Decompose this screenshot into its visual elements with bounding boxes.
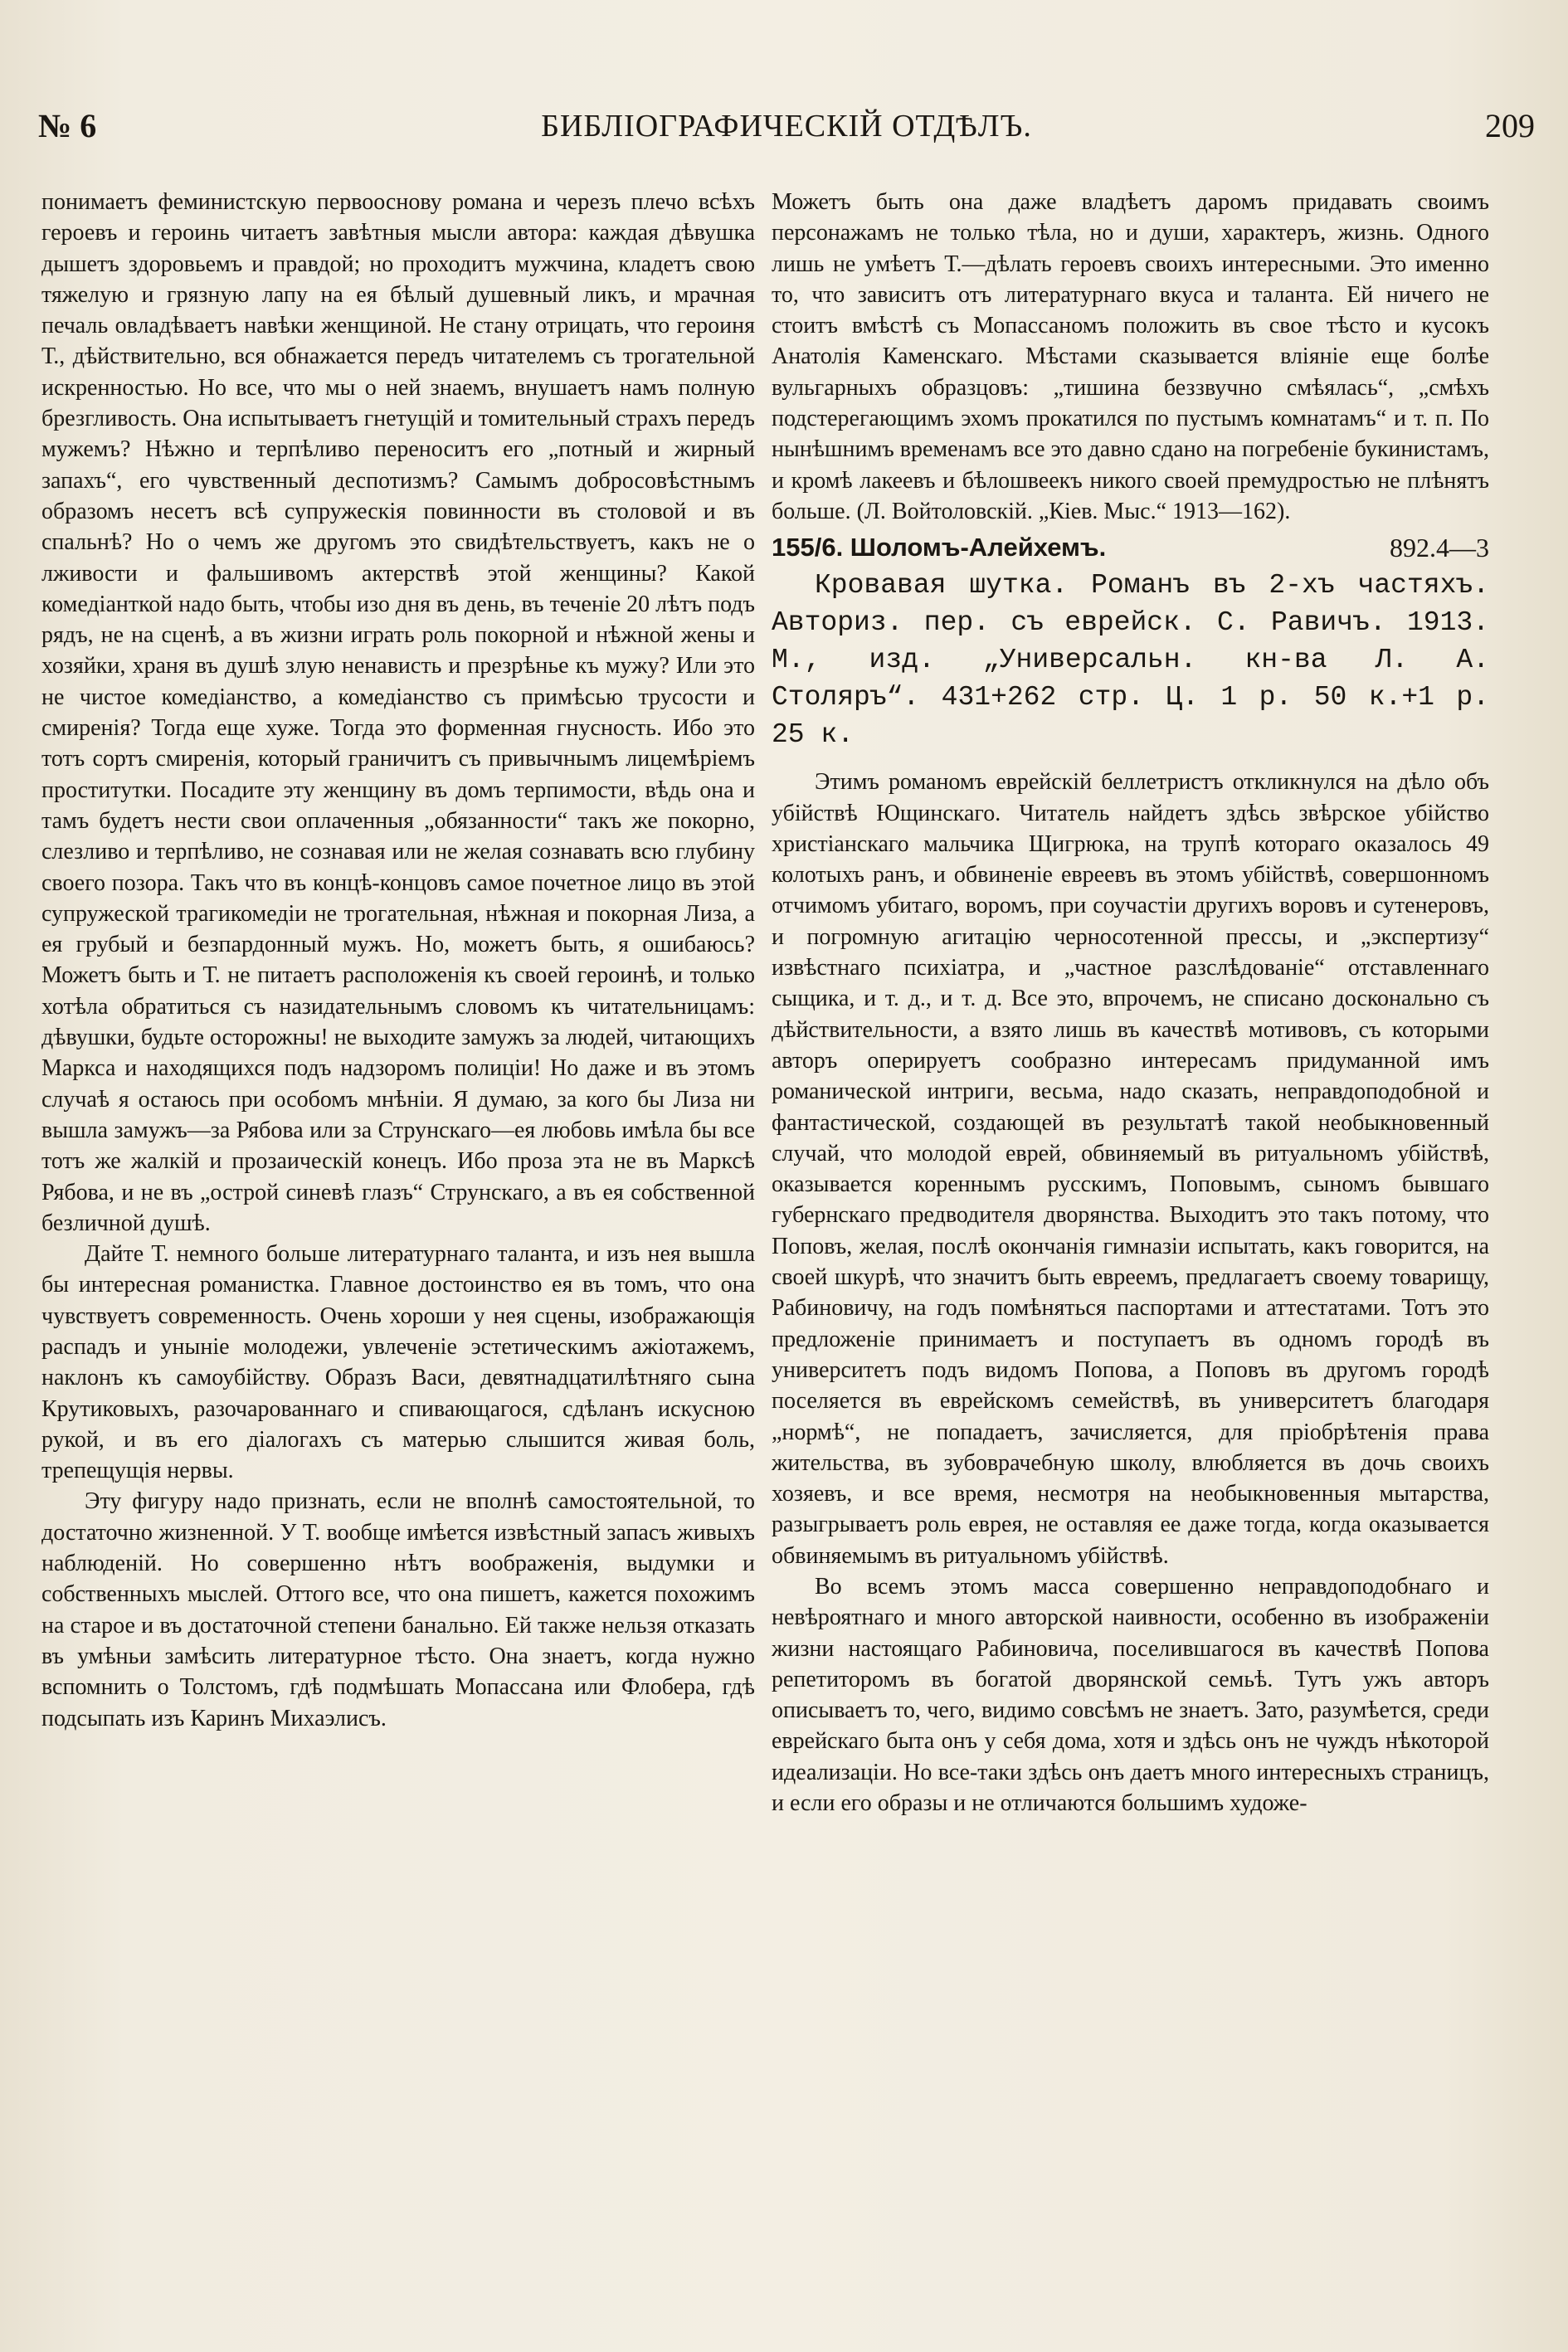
bibliography-entry-title bbox=[772, 567, 1489, 753]
left-column bbox=[41, 187, 755, 1734]
page-header bbox=[38, 106, 1535, 156]
page-number: 209 bbox=[1485, 107, 1535, 144]
right-paragraph-2: Этимъ романомъ еврейскій беллетристъ откликнулся на дѣло объ убійствѣ Ющинскаго. Читатель найдетъ здѣсь звѣрское убійство христіанскаго мальчика Щигрюка, на трупѣ котораго оказалось 49 колотыхъ ранъ, и обвиненіе евреевъ въ этомъ убійствѣ, совершонномъ отчимомъ убитаго, воромъ, при соучастіи другихъ воровъ и сутенеровъ, и погромную агитацію черносотенной прессы, и „экспертизу“ извѣстнаго психіатра, и „частное разслѣдованіе“ отставленнаго сыщика, и т. д., и т. д. Все это, впрочемъ, не списано досконально съ дѣйствительности, а взято лишь въ качествѣ мотивовъ, съ которыми авторъ оперируетъ сообразно интересамъ придуманной имъ романической интриги, весьма, надо сказать, неправдоподобной и фантастической, создающей въ результатѣ такой необыкновенный случай, что молодой еврей, обвиняемый въ ритуальномъ убійствѣ, оказывается кореннымъ русскимъ, Поповымъ, сыномъ бывшаго губернскаго предводителя дворянства. Выходитъ это такъ потому, что Поповъ, желая, послѣ окончанія гимназіи испытать, какъ говорится, на своей шкурѣ, что значитъ быть евреемъ, предлагаетъ своему товарищу, Рабиновичу, на годъ помѣняться паспортами и аттестатами. Тотъ это предложеніе принимаетъ и поступаетъ въ одномъ городѣ въ университетъ подъ видомъ Попова, а Поповъ въ другомъ городѣ поселяется въ еврейскомъ семействѣ, въ университетъ благодаря „нормѣ“, не попадаетъ, зачисляется, для пріобрѣтенія права жительства, въ зубоврачебную школу, влюбляется въ дочь своихъ хозяевъ, и все время, несмотря на необыкновенныя мытарства, разыгрываетъ роль еврея, не оставляя ее даже тогда, когда оказывается обвиняемымъ въ ритуальномъ убійствѣ. bbox=[772, 769, 1489, 1569]
bibliography-entry-heading bbox=[772, 530, 1489, 565]
left-paragraph-2: Дайте Т. немного больше литературнаго таланта, и изъ нея вышла бы интересная романистка. Главное достоинство ея въ томъ, что она чувствуетъ современность. Очень хороши у нея сцены, изображающія распадъ и уныніе молодежи, увлеченіе эстетическимъ ажіотажемъ, наклонъ къ самоубійству. Образъ Васи, девятнадцатилѣтняго сына Крутиковыхъ, разочарованнаго и спивающагося, сдѣланъ искусною рукой, и въ его діалогахъ съ матерью слышится живая боль, трепещущія нервы. bbox=[41, 1241, 755, 1484]
right-paragraph-3: Во всемъ этомъ масса совершенно неправдоподобнаго и невѣроятнаго и много авторской наивности, особенно въ изображеніи жизни настоящаго Рабиновича, поселившагося въ качествѣ Попова репетиторомъ въ богатой дворянской семьѣ. Тутъ ужъ авторъ описываетъ то, чего, видимо совсѣмъ не знаетъ. Зато, разумѣется, среди еврейскаго быта онъ у себя дома, хотя и здѣсь онъ не чуждъ нѣкоторой идеализаціи. Но все-таки здѣсь онъ даетъ много интересныхъ страницъ, и если его образы и не отличаются большимъ художе- bbox=[772, 1573, 1489, 1817]
issue-number: № 6 bbox=[38, 107, 97, 144]
entry-classification: 892.4—3 bbox=[1390, 533, 1489, 563]
left-paragraph-3: Эту фигуру надо признать, если не вполнѣ самостоятельной, то достаточно жизненной. У Т. вообще имѣется извѣстный запасъ живыхъ наблюденій. Но совершенно нѣтъ воображенія, выдумки и собственныхъ мыслей. Оттого все, что она пишетъ, кажется похожимъ на старое и въ достаточной степени банально. Ей также нельзя отказать въ умѣньи замѣсить литературное тѣсто. Она знаетъ, когда нужно вспомнить о Толстомъ, гдѣ подмѣшать Мопассана или Флобера, гдѣ подсыпать изъ Каринъ Михаэлисъ. bbox=[41, 1488, 755, 1731]
right-column bbox=[772, 187, 1489, 1819]
text-columns bbox=[41, 187, 1522, 2352]
section-title: БИБЛІОГРАФИЧЕСКІЙ ОТДѢЛЪ. bbox=[541, 109, 1032, 144]
entry-number-author: 155/6. Шоломъ-Алейхемъ. bbox=[772, 533, 1107, 562]
entry-title-text: Кровавая шутка. Романъ въ 2-хъ частяхъ. Авториз. пер. съ еврейск. С. Равичъ. 1913. М., изд. „Универсальн. кн-ва Л. А. Столяръ“. 431+262 стр. Ц. 1 р. 50 к.+1 р. 25 к. bbox=[772, 570, 1489, 751]
right-paragraph-1: Можетъ быть она даже владѣетъ даромъ придавать своимъ персонажамъ не только тѣла, но и души, характеръ, жизнь. Одного лишь не умѣетъ Т.—дѣлать героевъ своихъ интересными. Это именно то, что зависитъ отъ литературнаго вкуса и таланта. Ей ничего не стоитъ вмѣстѣ съ Мопассаномъ положить въ свое тѣсто и кусокъ Анатолія Каменскаго. Мѣстами сказывается вліяніе еще болѣе вульгарныхъ образцовъ: „тишина беззвучно смѣялась“, „смѣхъ подстерегающимъ эхомъ прокатился по пустымъ комнатамъ“ и т. п. По нынѣшнимъ временамъ все это давно сдано на погребеніе букинистамъ, и кромѣ лакеевъ и бѣлошвеекъ никого своей премудростью не плѣнятъ больше. (Л. Войтоловскій. „Кіев. Мыс.“ 1913—162). bbox=[772, 189, 1489, 524]
left-paragraph-1: понимаетъ феминистскую первооснову романа и черезъ плечо всѣхъ героевъ и героинь читаетъ завѣтныя мысли автора: каждая дѣвушка дышетъ здоровьемъ и правдой; но проходитъ мужчина, кладетъ свою тяжелую и грязную лапу на ея бѣлый душевный ликъ, и мрачная печаль овладѣваетъ навѣки женщиной. Не стану отрицать, что героиня Т., дѣйствительно, вся обнажается передъ читателемъ съ трогательной искренностью. Но все, что мы о ней знаемъ, внушаетъ намъ полную брезгливость. Она испытываетъ гнетущій и томительный страхъ передъ мужемъ? Нѣжно и терпѣливо переноситъ его „потный и жирный запахъ“, его чувственный деспотизмъ? Самымъ добросовѣстнымъ образомъ несетъ всѣ супружескія повинности въ столовой и въ спальнѣ? Но о чемъ же другомъ это свидѣтельствуетъ, какъ не о лживости и фальшивомъ актерствѣ этой женщины? Какой комедіанткой надо быть, чтобы изо дня въ день, въ теченіе 20 лѣтъ подъ рядъ, не на сценѣ, а въ жизни играть роль покорной и нѣжной жены и хозяйки, храня въ душѣ злую ненависть и презрѣнье къ мужу? Или это не чистое комедіанство, а комедіанство съ примѣсью трусости и смиренія? Тогда еще хуже. Тогда это форменная гнусность. Ибо это тотъ сортъ смиренія, который граничитъ съ привычнымъ лицемѣріемъ проститутки. Посадите эту женщину въ домъ терпимости, вѣдь она и тамъ будетъ нести свои оплаченныя „обязанности“ такъ же покорно, слезливо и терпѣливо, не сознавая или не желая сознавать всю глубину своего позора. Такъ что въ концѣ-концовъ самое почетное лицо въ этой супружеской трагикомедіи не трогательная, нѣжная и покорная Лиза, а ея грубый и безпардонный мужъ. Но, можетъ быть, я ошибаюсь? Можетъ быть и Т. не питаетъ расположенія къ своей героинѣ, и только хотѣла обратиться съ назидательнымъ словомъ къ читательницамъ: дѣвушки, будьте осторожны! не выходите замужъ за людей, читающихъ Маркса и находящихся подъ надзоромъ полиціи! Но даже и въ этомъ случаѣ я остаюсь при особомъ мнѣніи. Я думаю, за кого бы Лиза ни вышла замужъ—за Рябова или за Струнскаго—ея любовь имѣла бы все тотъ же жалкій и прозаическій конецъ. Ибо проза эта не въ Марксѣ Рябова, и не въ „острой синевѣ глазъ“ Струнскаго, а въ ея собственной безличной душѣ. bbox=[41, 189, 755, 1236]
